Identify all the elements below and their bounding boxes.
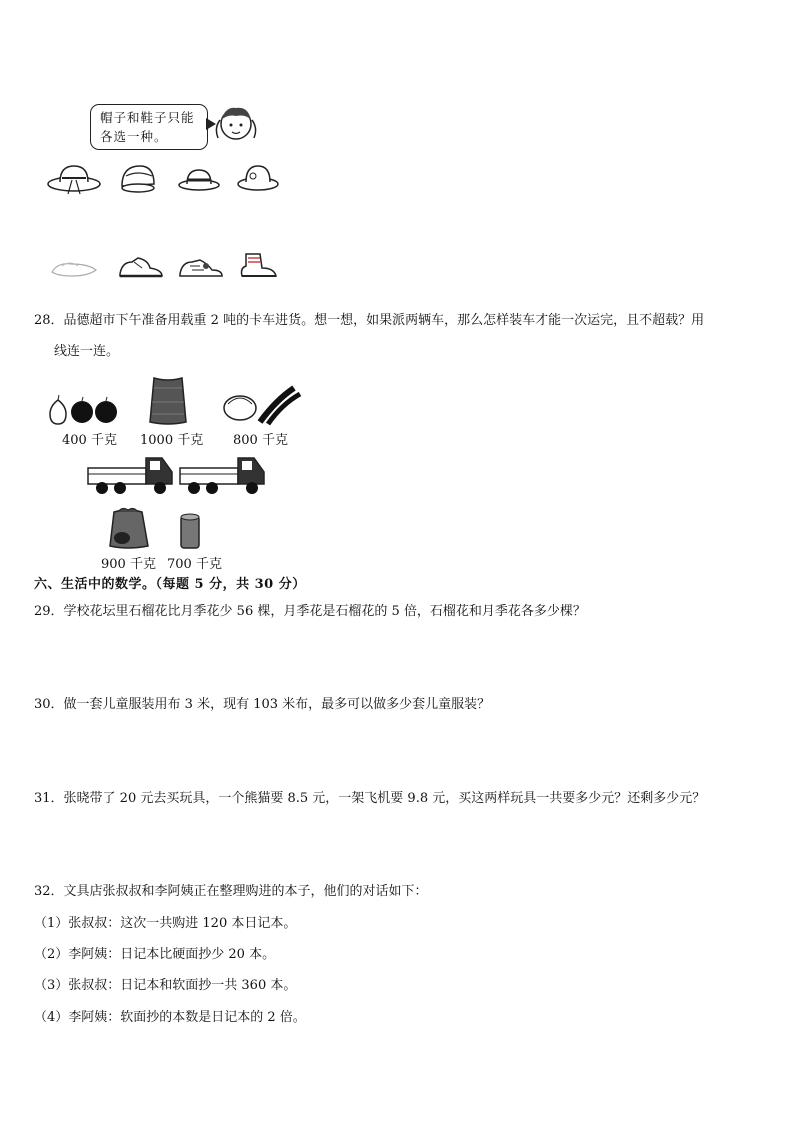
speech-line-2: 各选一种。 <box>100 129 168 144</box>
sack-icon <box>146 374 190 426</box>
boot-icon <box>236 250 280 282</box>
q32-item: （2）李阿姨：日记本比硬面抄少 20 本。 <box>34 947 276 962</box>
truck-icon <box>86 452 176 496</box>
section-title: 六、生活中的数学。（每题 5 分，共 30 分） <box>34 577 306 592</box>
cap-icon <box>118 162 158 196</box>
q29-text: 29．学校花坛里石榴花比月季花少 56 棵，月季花是石榴花的 5 倍，石榴花和月季花各多少棵？ <box>34 604 586 619</box>
leather-shoe-icon <box>116 250 166 282</box>
goods-label: 400 千克 <box>62 433 117 448</box>
q30-text: 30．做一套儿童服装用布 3 米，现有 103 米布，最多可以做多少套儿童服装？ <box>34 697 491 712</box>
truck-icon <box>178 452 268 496</box>
sun-hat-icon <box>46 160 102 196</box>
fedora-icon <box>177 166 221 192</box>
q31-text: 31．张晓带了 20 元去买玩具，一个熊猫要 8.5 元，一架飞机要 9.8 元，买这两样玩具一共要多少元？还剩多少元？ <box>34 791 706 806</box>
q32-text: 32．文具店张叔叔和李阿姨正在整理购进的本子，他们的对话如下： <box>34 884 428 899</box>
bonnet-icon <box>236 162 280 192</box>
fruit-icon <box>46 392 120 426</box>
barrel-icon <box>178 512 202 552</box>
speech-line-1: 帽子和鞋子只能 <box>100 110 195 125</box>
goods-label: 800 千克 <box>233 433 288 448</box>
q28-text-line2: 线连一连。 <box>54 344 120 359</box>
girl-icon <box>212 98 260 154</box>
q32-item: （3）张叔叔：日记本和软面抄一共 360 本。 <box>34 978 297 993</box>
speech-bubble <box>90 104 208 150</box>
bag-icon <box>106 506 152 550</box>
sneaker-icon <box>176 252 226 282</box>
q32-item: （1）张叔叔：这次一共购进 120 本日记本。 <box>34 916 297 931</box>
q32-item: （4）李阿姨：软面抄的本数是日记本的 2 倍。 <box>34 1010 306 1025</box>
goods-label: 900 千克 <box>101 557 156 572</box>
q28-text-line1: 28．品德超市下午准备用载重 2 吨的卡车进货。想一想，如果派两辆车，那么怎样装车才能一次运完，且不超载？用 <box>34 313 705 328</box>
slipper-icon <box>48 254 100 280</box>
goods-label: 700 千克 <box>167 557 222 572</box>
goods-label: 1000 千克 <box>140 433 204 448</box>
vegetable-icon <box>220 382 304 426</box>
